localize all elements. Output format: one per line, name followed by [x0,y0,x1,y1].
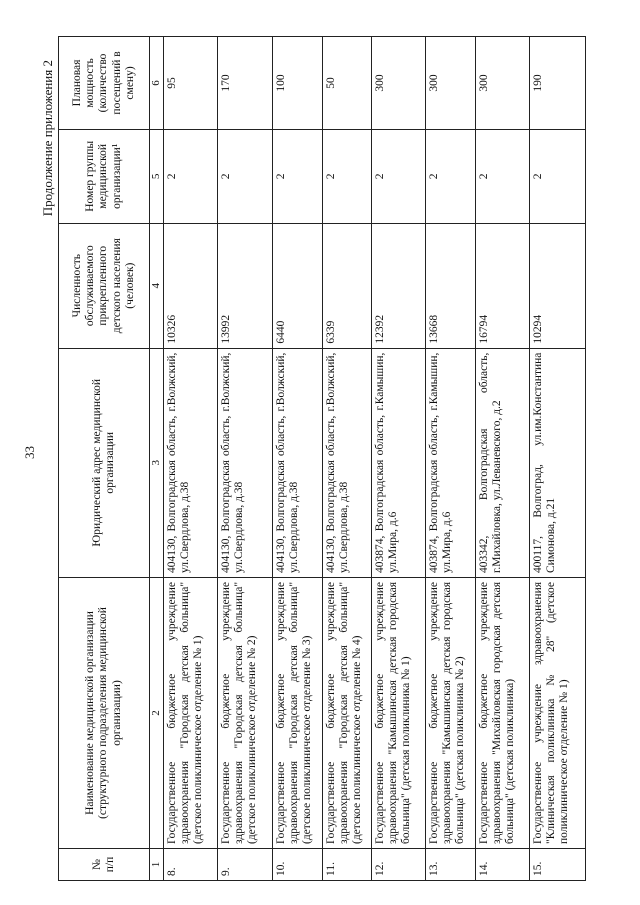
header-address: Юридический адрес медицинской организации [59,348,150,577]
table-header-row [59,37,150,881]
organization-address: 403874, Волгоградская область, г.Камышин, ул.Мира, д.6 [425,348,475,577]
organization-address: 403342, Волгоградская область, г.Михайловка, ул.Леваневского, д.2 [475,348,529,577]
organization-name: Государственное учреждение здравоохранения "Клиническая поликлиника № 28" (детское поликлиническое отделение № 1) [529,577,585,848]
page-number: 33 [22,446,37,459]
planned-capacity: 95 [163,37,217,130]
row-number: 10. [272,849,322,881]
row-number: 13. [425,849,475,881]
organizations-table [58,36,586,881]
planned-capacity: 190 [529,37,585,130]
col-number: 6 [150,37,164,130]
group-number: 2 [475,129,529,223]
organization-address: 404130, Волгоградская область, г.Волжский, ул.Свердлова, д.38 [272,348,322,577]
planned-capacity: 300 [371,37,425,130]
organization-address: 403874, Волгоградская область, г.Камышин, ул.Мира, д.6 [371,348,425,577]
table-row [425,37,475,881]
organization-name: Государственное бюджетное учреждение здравоохранения "Камышинская детская городская больница" (детская поликлиника № 1) [371,577,425,848]
organization-address: 404130, Волгоградская область, г.Волжский, ул.Свердлова, д.38 [322,348,371,577]
row-number: 14. [475,849,529,881]
row-number: 8. [163,849,217,881]
row-number: 11. [322,849,371,881]
organization-name: Государственное бюджетное учреждение здравоохранения "Городская детская больница" (детское поликлиническое отделение № 4) [322,577,371,848]
organization-name: Государственное бюджетное учреждение здравоохранения "Городская детская больница" (детское поликлиническое отделение № 1) [163,577,217,848]
col-number: 2 [150,577,164,848]
organization-address: 400117, Волгоград, ул.им.Константина Симонова, д.21 [529,348,585,577]
population-count: 13668 [425,223,475,348]
header-capacity: Плановая мощность (количество посещений в смену) [59,37,150,130]
group-number: 2 [529,129,585,223]
population-count: 6440 [272,223,322,348]
row-number: 9. [217,849,272,881]
group-number: 2 [322,129,371,223]
table-row [272,37,322,881]
header-group: Номер группы медицинской организации¹ [59,129,150,223]
col-number: 1 [150,849,164,881]
group-number: 2 [272,129,322,223]
col-number: 3 [150,348,164,577]
row-number: 12. [371,849,425,881]
group-number: 2 [425,129,475,223]
population-count: 10294 [529,223,585,348]
group-number: 2 [217,129,272,223]
table-row [163,37,217,881]
planned-capacity: 300 [425,37,475,130]
table-row [475,37,529,881]
header-number: № п/п [59,849,150,881]
organization-address: 404130, Волгоградская область, г.Волжский, ул.Свердлова, д.38 [217,348,272,577]
table-row [322,37,371,881]
population-count: 10326 [163,223,217,348]
continuation-label: Продолжение приложения 2 [40,60,55,217]
table-row [529,37,585,881]
planned-capacity: 300 [475,37,529,130]
planned-capacity: 50 [322,37,371,130]
population-count: 12392 [371,223,425,348]
organization-name: Государственное бюджетное учреждение здравоохранения "Городская детская больница" (детское поликлиническое отделение № 3) [272,577,322,848]
organization-address: 404130, Волгоградская область, г.Волжский, ул.Свердлова, д.38 [163,348,217,577]
col-number: 4 [150,223,164,348]
population-count: 16794 [475,223,529,348]
population-count: 13992 [217,223,272,348]
column-number-row [150,37,164,881]
table-row [217,37,272,881]
planned-capacity: 170 [217,37,272,130]
table-body [163,37,585,881]
group-number: 2 [371,129,425,223]
planned-capacity: 100 [272,37,322,130]
organization-name: Государственное бюджетное учреждение здравоохранения "Городская детская больница" (детское поликлиническое отделение № 2) [217,577,272,848]
row-number: 15. [529,849,585,881]
table-row [371,37,425,881]
col-number: 5 [150,129,164,223]
group-number: 2 [163,129,217,223]
organization-name: Государственное бюджетное учреждение здравоохранения "Камышинская детская городская больница" (детская поликлиника № 2) [425,577,475,848]
header-population: Численность обслуживаемого прикрепленного детского населения (человек) [59,223,150,348]
organization-name: Государственное бюджетное учреждение здравоохранения "Михайловская городская детская больница" (детская поликлиника) [475,577,529,848]
header-name: Наименование медицинской организации (структурного подразделения медицинской организации) [59,577,150,848]
population-count: 6339 [322,223,371,348]
